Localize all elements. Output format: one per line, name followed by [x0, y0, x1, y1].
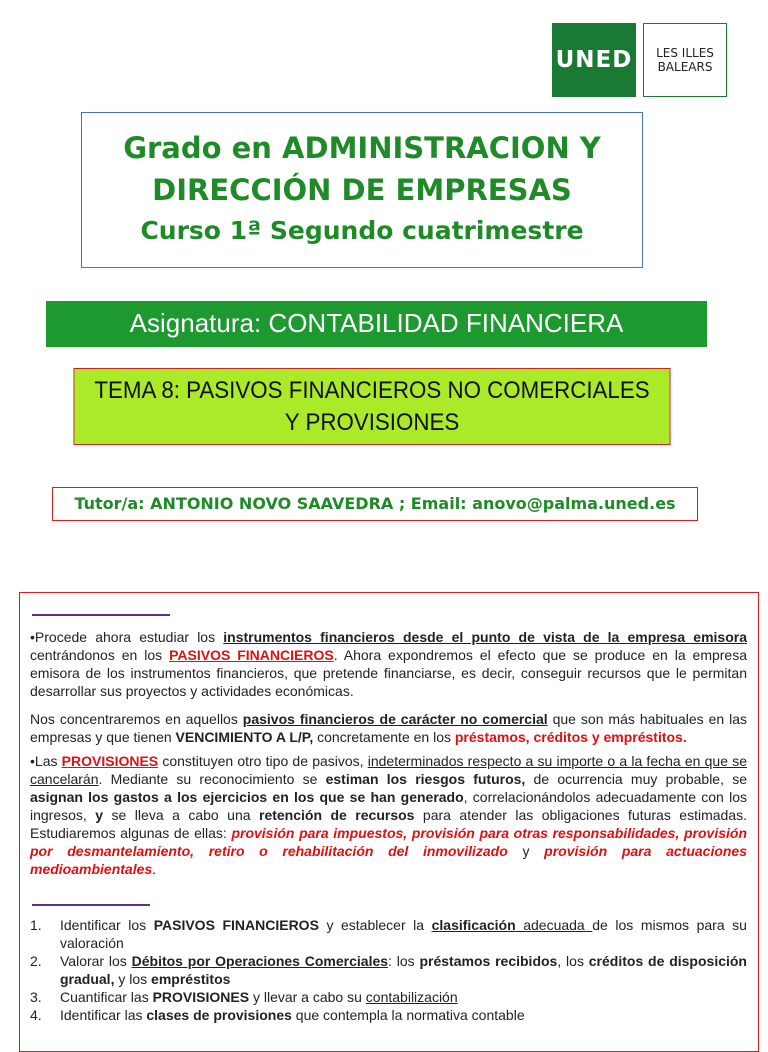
- section-divider-2: [32, 904, 150, 906]
- course-line: Curso 1ª Segundo cuatrimestre: [140, 216, 584, 245]
- topic-box: [73, 368, 670, 445]
- goal-item-1: 1. Identificar los PASIVOS FINANCIEROS y establecer la clasificación adecuada de los mismos para su valoración: [30, 917, 747, 951]
- illes-balears-logo: [643, 23, 727, 97]
- intro-paragraph-3: •Las PROVISIONES constituyen otro tipo de pasivos, indeterminados respecto a su importe o a la fecha en que se cancelarán. Mediante su reconocimiento se estiman los riesgos futuros, de ocurrencia muy probable, se asignan los gastos a los ejercicios en los que se han generado, correlacionándolos adecuadamente con los ingresos, y se lleva a cabo una retención de recursos para atender las obligaciones futuras estimadas. Estudiaremos algunas de ellas: provisión para impuestos, provisión para otras responsabilidades, provisión por desmantelamiento, retiro o rehabilitación del inmovilizado y provisión para actuaciones medioambientales.: [30, 753, 748, 877]
- content-panel: [19, 592, 759, 1052]
- intro-paragraph-1: •Procede ahora estudiar los instrumentos financieros desde el punto de vista de la empresa emisora centrándonos en los PASIVOS FINANCIEROS. Ahora expondremos el efecto que se produce en la empresa emisora de los instrumentos financieros, que pretende financiarse, es decir, conseguir recursos que le permitan desarrollar sus proyectos y actividades económicas.: [30, 629, 748, 699]
- illes-logo-line1: LES ILLES: [656, 46, 714, 60]
- topic-line2: Y PROVISIONES: [284, 409, 460, 436]
- section-divider-1: [32, 614, 170, 616]
- intro-section: [30, 628, 747, 878]
- topic-line1: TEMA 8: PASIVOS FINANCIEROS NO COMERCIALES: [94, 377, 650, 404]
- goal-item-4: 4. Identificar las clases de provisiones que contempla la normativa contable: [30, 1007, 525, 1023]
- tutor-contact-box: Tutor/a: ANTONIO NOVO SAAVEDRA ; Email: anovo@palma.uned.es: [52, 487, 698, 521]
- goals-list: [30, 916, 747, 1024]
- goal-item-2: 2. Valorar los Débitos por Operaciones Comerciales: los préstamos recibidos, los créditos de disposición gradual, y los empréstitos: [30, 953, 747, 987]
- degree-title-box: [81, 112, 643, 268]
- goal-item-3: 3. Cuantificar las PROVISIONES y llevar a cabo su contabilización: [30, 989, 458, 1005]
- illes-logo-line2: BALEARS: [657, 60, 713, 74]
- goals-section: [30, 916, 747, 1024]
- intro-paragraph-2: Nos concentraremos en aquellos pasivos financieros de carácter no comercial que son más habituales en las empresas y que tienen VENCIMIENTO A L/P, concretamente en los préstamos, créditos y empréstitos.: [30, 711, 748, 745]
- degree-title-line1: Grado en ADMINISTRACION Y: [123, 131, 601, 165]
- uned-logo: [552, 23, 636, 97]
- subject-banner: Asignatura: CONTABILIDAD FINANCIERA: [46, 301, 707, 347]
- uned-logo-text: UNED: [555, 47, 633, 73]
- degree-title-line2: DIRECCIÓN DE EMPRESAS: [152, 173, 572, 207]
